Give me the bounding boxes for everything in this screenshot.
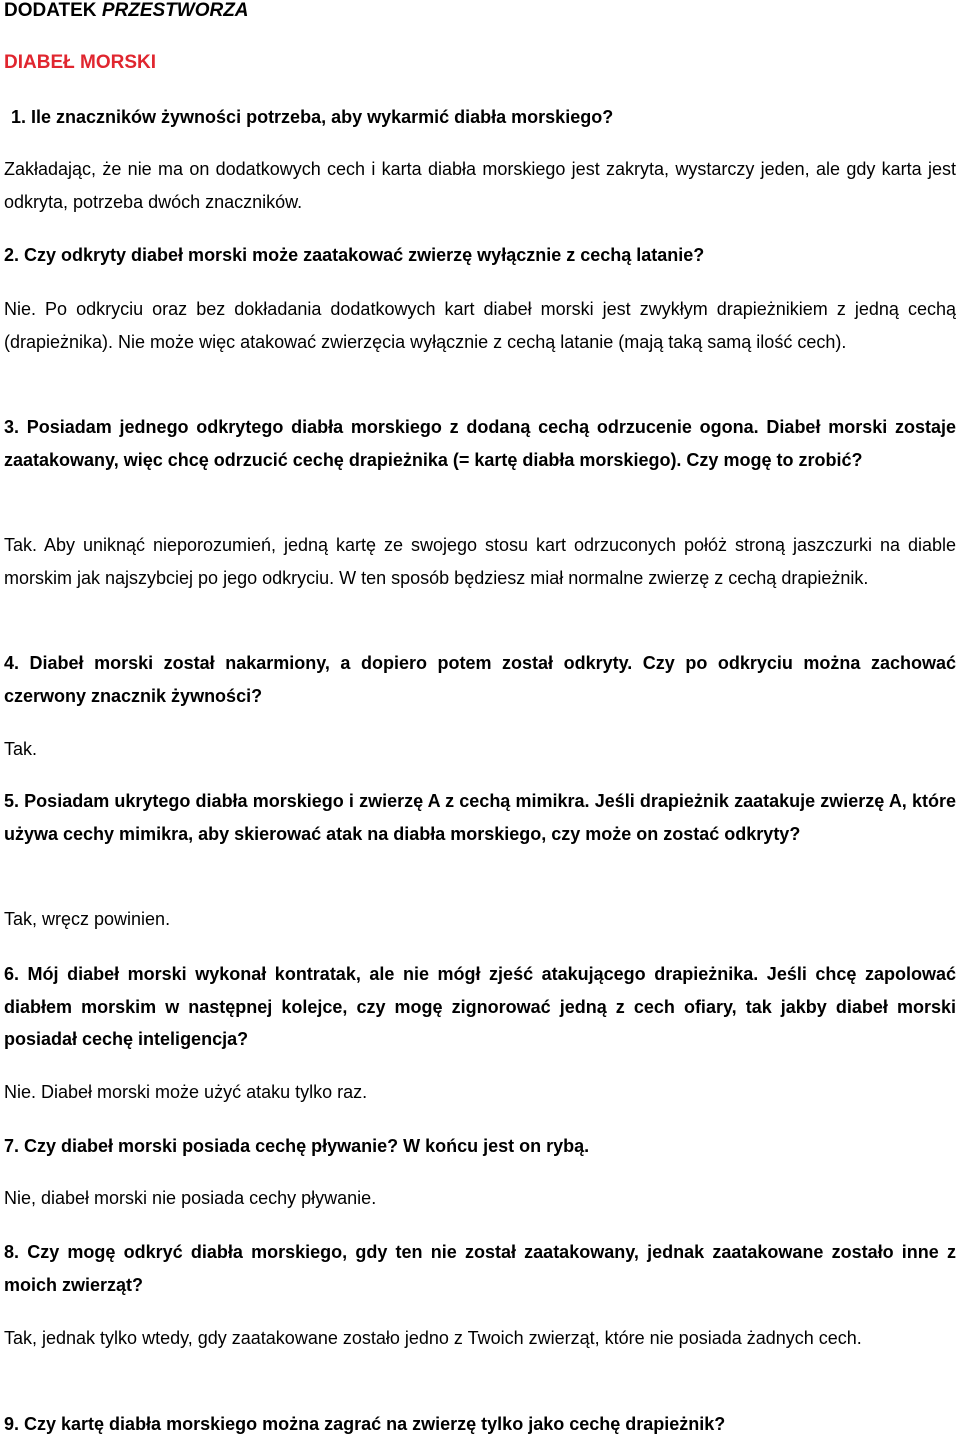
document-title bbox=[4, 0, 249, 22]
answer-2: Nie. Po odkryciu oraz bez dokładania dodatkowych kart diabeł morski jest zwykłym drapieżnikiem z jedną cechą (drapieżnika). Nie może więc atakować zwierzęcia wyłącznie z cechą latanie (mają taką samą ilość cech). bbox=[4, 299, 956, 352]
question-7: 7. Czy diabeł morski posiada cechę pływanie? W końcu jest on rybą. bbox=[4, 1136, 590, 1156]
answer-3: Tak. Aby uniknąć nieporozumień, jedną kartę ze swojego stosu kart odrzuconych połóż stroną jaszczurki na diable morskim jak najszybciej po jego odkryciu. W ten sposób będziesz miał normalne zwierzę z cechą drapieżnik. bbox=[4, 535, 956, 588]
answer-7: Nie, diabeł morski nie posiada cechy pływanie. bbox=[4, 1188, 377, 1208]
answer-5: Tak, wręcz powinien. bbox=[4, 909, 171, 929]
question-9: 9. Czy kartę diabła morskiego można zagrać na zwierzę tylko jako cechę drapieżnik? bbox=[4, 1414, 726, 1434]
question-8: 8. Czy mogę odkryć diabła morskiego, gdy ten nie został zaatakowany, jednak zaatakowane zostało inne z moich zwierząt? bbox=[4, 1242, 956, 1295]
question-6: 6. Mój diabeł morski wykonał kontratak, ale nie mógł zjeść atakującego drapieżnika. Jeśli chcę zapolować diabłem morskim w następnej kolejce, czy mogę zignorować jedną z cech ofiary, tak jakby diabeł morski posiadał cechę inteligencja? bbox=[4, 964, 956, 1049]
title-plain: DODATEK bbox=[4, 0, 102, 21]
question-5: 5. Posiadam ukrytego diabła morskiego i zwierzę A z cechą mimikra. Jeśli drapieżnik zaatakuje zwierzę A, które używa cechy mimikra, aby skierować atak na diabła morskiego, czy może on zostać odkryty? bbox=[4, 791, 956, 844]
answer-4: Tak. bbox=[4, 739, 38, 759]
section-heading: DIABEŁ MORSKI bbox=[4, 52, 156, 73]
answer-6: Nie. Diabeł morski może użyć ataku tylko raz. bbox=[4, 1082, 368, 1102]
answer-1: Zakładając, że nie ma on dodatkowych cech i karta diabła morskiego jest zakryta, wystarczy jeden, ale gdy karta jest odkryta, potrzeba dwóch znaczników. bbox=[4, 159, 956, 212]
question-3: 3. Posiadam jednego odkrytego diabła morskiego z dodaną cechą odrzucenie ogona. Diabeł morski zostaje zaatakowany, więc chcę odrzucić cechę drapieżnika (= kartę diabła morskiego). Czy mogę to zrobić? bbox=[4, 417, 956, 470]
title-italic: PRZESTWORZA bbox=[101, 0, 249, 21]
question-4: 4. Diabeł morski został nakarmiony, a dopiero potem został odkryty. Czy po odkryciu można zachować czerwony znacznik żywności? bbox=[4, 653, 956, 706]
question-1: 1. Ile znaczników żywności potrzeba, aby wykarmić diabła morskiego? bbox=[11, 107, 614, 127]
answer-8: Tak, jednak tylko wtedy, gdy zaatakowane zostało jedno z Twoich zwierząt, które nie posiada żadnych cech. bbox=[4, 1328, 862, 1348]
question-2: 2. Czy odkryty diabeł morski może zaatakować zwierzę wyłącznie z cechą latanie? bbox=[4, 245, 705, 265]
